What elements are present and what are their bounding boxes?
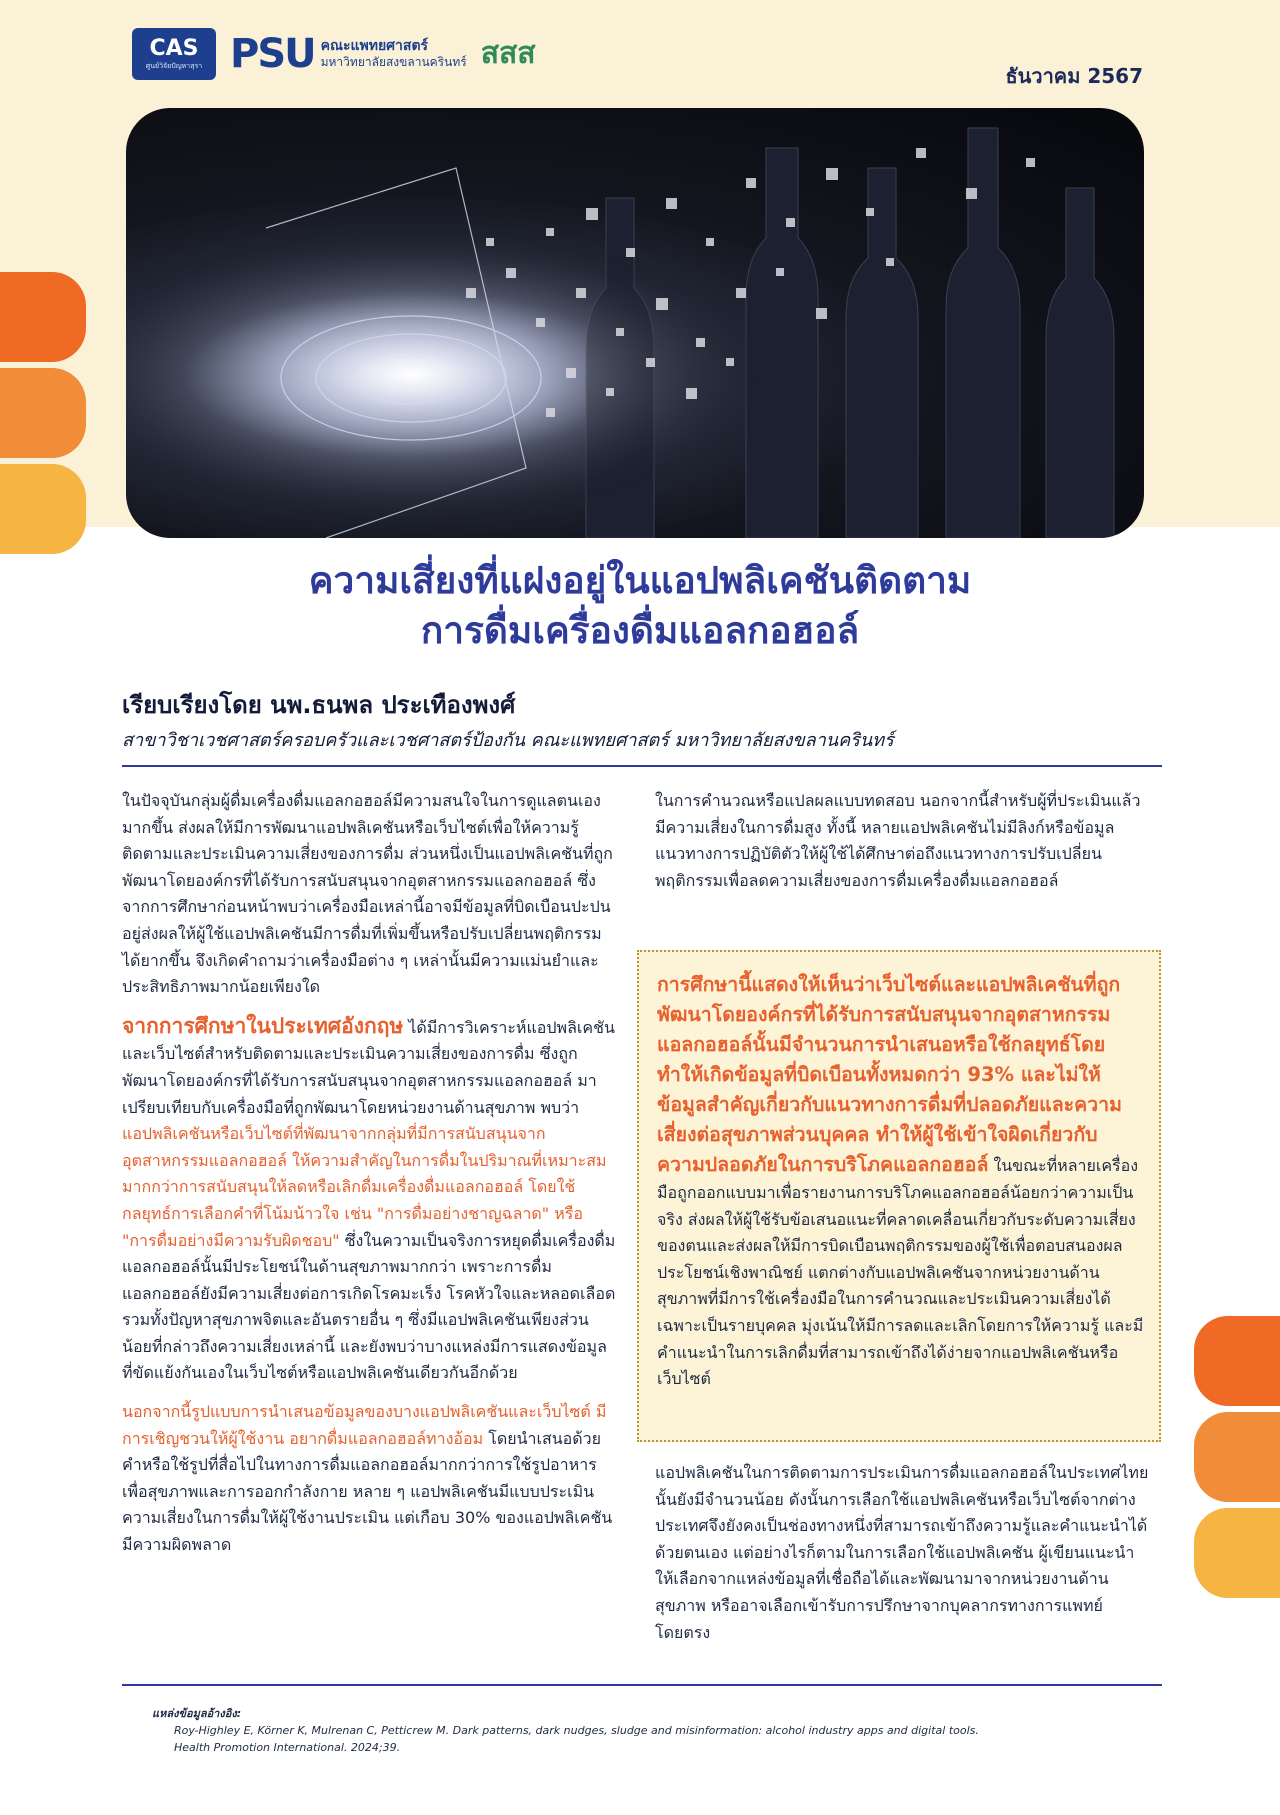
thaihealth-logo bbox=[480, 36, 536, 71]
highlight-box bbox=[637, 950, 1161, 1442]
left-paragraph-3b: โดยนำเสนอด้วยคำหรือใช้รูปที่สื่อไปในทางการดื่มแอลกอฮอล์มากกว่าการใช้รูปอาหารเพื่อสุขภาพและการออกกำลังกาย หลาย ๆ แอปพลิเคชันมีแบบประเมินความเสี่ยงในการดื่มให้ผู้ใช้งานประเมิน แต่เกือบ 30% ของแอปพลิเคชันมีความผิดพลาด bbox=[122, 1428, 613, 1555]
left-paragraph-3 bbox=[122, 1399, 616, 1559]
reference-line-2: Health Promotion International. 2024;39. bbox=[174, 1741, 401, 1754]
left-paragraph-2a: ได้มีการวิเคราะห์แอปพลิเคชันและเว็บไซต์สำหรับติดตามและประเมินความเสี่ยงของการดื่ม ซึ่งถูกพัฒนาโดยองค์กรที่ได้รับการสนับสนุนจากอุตสาหกรรมแอลกอฮอล์ มาเปรียบเทียบกับเครื่องมือที่ถูกพัฒนาโดยหน่วยงานด้านสุขภาพ พบว่า bbox=[122, 1017, 615, 1117]
hero-image bbox=[126, 108, 1144, 538]
study-lead: จากการศึกษาในประเทศอังกฤษ bbox=[122, 1013, 404, 1038]
affiliation: สาขาวิชาเวชศาสตร์ครอบครัวและเวชศาสตร์ป้องกัน คณะแพทยศาสตร์ มหาวิทยาลัยสงขลานครินทร์ bbox=[122, 730, 894, 751]
right-column-bottom bbox=[655, 1460, 1149, 1658]
highlight-box-text: ในขณะที่หลายเครื่องมือถูกออกแบบมาเพื่อรายงานการบริโภคแอลกอฮอล์น้อยกว่าความเป็นจริง ส่งผลให้ผู้ใช้รับข้อเสนอแนะที่คลาดเคลื่อนเกี่ยวกับระดับความเสี่ยงของตนและส่งผลให้มีการบิดเบือนพฤติกรรมของผู้ใช้เพื่อตอบสนองผลประโยชน์เชิงพาณิชย์ แตกต่างกับแอปพลิเคชันจากหน่วยงานด้านสุขภาพที่มีการใช้เครื่องมือในการคำนวณและประเมินความเสี่ยงได้เฉพาะเป็นรายบุคคล มุ่งเน้นให้มีการลดและเลิกโดยการให้ความรู้ และมีคำแนะนำในการเลิกดื่มที่สามารถเข้าถึงได้ง่ายจากแอปพลิเคชันหรือเว็บไซต์ bbox=[657, 1156, 1144, 1389]
thaihealth-logo-text: สสส bbox=[480, 36, 536, 71]
left-paragraph-3-highlight: นอกจากนี้รูปแบบการนำเสนอข้อมูลของบางแอปพลิเคชันและเว็บไซต์ มีการเชิญชวนให้ผู้ใช้งาน อยากดื่มแอลกอฮอล์ทางอ้อม bbox=[122, 1402, 607, 1448]
psu-university: มหาวิทยาลัยสงขลานครินทร์ bbox=[320, 55, 467, 70]
author: เรียบเรียงโดย นพ.ธนพล ประเทืองพงศ์ bbox=[122, 691, 516, 719]
psu-logo-mark: PSU bbox=[230, 31, 315, 77]
psu-logo-text bbox=[321, 38, 467, 71]
side-tab-yellow bbox=[0, 464, 86, 554]
title-line-1: ความเสี่ยงที่แฝงอยู่ในแอปพลิเคชันติดตาม bbox=[308, 559, 972, 602]
right-paragraph-2: แอปพลิเคชันในการติดตามการประเมินการดื่มแอลกอฮอล์ในประเทศไทยนั้นยังมีจำนวนน้อย ดังนั้นการเลือกใช้แอปพลิเคชันหรือเว็บไซต์จากต่างประเทศจึงยังคงเป็นช่องทางหนึ่งที่สามารถเข้าถึงความรู้และคำแนะนำได้ด้วยตนเอง แต่อย่างไรก็ตามในการเลือกใช้แอปพลิเคชัน ผู้เขียนแนะนำให้เลือกจากแหล่งข้อมูลที่เชื่อถือได้และพัฒนามาจากหน่วยงานด้านสุขภาพ หรืออาจเลือกเข้ารับการปรึกษาจากบุคลากรทางการแพทย์โดยตรง bbox=[655, 1463, 1149, 1642]
side-tab-orange bbox=[0, 272, 86, 362]
cas-logo-subtext: ศูนย์วิจัยปัญหาสุรา bbox=[145, 62, 203, 70]
references bbox=[152, 1705, 979, 1756]
header-divider bbox=[122, 765, 1162, 767]
logo-bar bbox=[132, 26, 536, 82]
left-paragraph-2c: ซึ่งในความเป็นจริงการหยุดดื่มเครื่องดื่มแอลกอฮอล์นั้นมีประโยชน์ในด้านสุขภาพมากกว่า เพราะการดื่มแอลกอฮอล์ยังมีความเสี่ยงต่อการเกิดโรคมะเร็ง โรคหัวใจและหลอดเลือด รวมทั้งปัญหาสุขภาพจิตและอันตรายอื่น ๆ ซึ่งมีแอปพลิเคชันเพียงส่วนน้อยที่กล่าวถึงความเสี่ยงเหล่านี้ และยังพบว่าบางแหล่งมีการแสดงข้อมูลที่ขัดแย้งกันเองในเว็บไซต์หรือแอปพลิเคชันเดียวกันอีกด้วย bbox=[122, 1230, 616, 1383]
left-paragraph-1: ในปัจจุบันกลุ่มผู้ดื่มเครื่องดื่มแอลกอฮอล์มีความสนใจในการดูแลตนเองมากขึ้น ส่งผลให้มีการพัฒนาแอปพลิเคชันหรือเว็บไซต์เพื่อให้ความรู้ ติดตามและประเมินความเสี่ยงของการดื่ม ส่วนหนึ่งเป็นแอปพลิเคชันที่ถูกพัฒนาโดยองค์กรที่ได้รับการสนับสนุนจากอุตสาหกรรมแอลกอฮอล์ ซึ่งจากการศึกษาก่อนหน้าพบว่าเครื่องมือเหล่านี้อาจมีข้อมูลที่บิดเบือนปะปนอยู่ส่งผลให้ผู้ใช้แอปพลิเคชันมีการดื่มที่เพิ่มขึ้นหรือปรับเปลี่ยนพฤติกรรมได้ยากขึ้น จึงเกิดคำถามว่าเครื่องมือต่าง ๆ เหล่านั้นมีความแม่นยำและประสิทธิภาพมากน้อยเพียงใด bbox=[122, 791, 613, 997]
references-heading: แหล่งข้อมูลอ้างอิง: bbox=[152, 1707, 242, 1720]
psu-faculty: คณะแพทยศาสตร์ bbox=[320, 37, 429, 54]
highlight-box-lead: การศึกษานี้แสดงให้เห็นว่าเว็บไซต์และแอปพลิเคชันที่ถูกพัฒนาโดยองค์กรที่ได้รับการสนับสนุนจากอุตสาหกรรมแอลกอฮอล์นั้นมีจำนวนการนำเสนอหรือใช้กลยุทธ์โดยทำให้เกิดข้อมูลที่บิดเบือนทั้งหมดกว่า 93% และไม่ให้ข้อมูลสำคัญเกี่ยวกับแนวทางการดื่มที่ปลอดภัยและความเสี่ยงต่อสุขภาพส่วนบุคคล ทำให้ผู้ใช้เข้าใจผิดเกี่ยวกับความปลอดภัยในการบริโภคแอลกอฮอล์ bbox=[657, 973, 1122, 1176]
left-paragraph-2 bbox=[122, 1013, 616, 1387]
left-column bbox=[122, 788, 616, 1571]
side-tab-right-yellow bbox=[1194, 1508, 1280, 1598]
reference-line-1: Roy-Highley E, Körner K, Mulrenan C, Petticrew M. Dark patterns, dark nudges, sludge and misinformation: alcohol industry apps and digital tools. bbox=[174, 1724, 979, 1737]
hero-illustration bbox=[126, 108, 1144, 538]
right-paragraph-1: ในการคำนวณหรือแปลผลแบบทดสอบ นอกจากนี้สำหรับผู้ที่ประเมินแล้วมีความเสี่ยงในการดื่มสูง ทั้งนี้ หลายแอปพลิเคชันไม่มีลิงก์หรือข้อมูลแนวทางการปฏิบัติตัวให้ผู้ใช้ได้ศึกษาต่อถึงแนวทางการปรับเปลี่ยนพฤติกรรมเพื่อลดความเสี่ยงของการดื่มเครื่องดื่มแอลกอฮอล์ bbox=[655, 791, 1141, 890]
cas-logo bbox=[132, 28, 216, 80]
side-tab-right-light-orange bbox=[1194, 1412, 1280, 1502]
psu-logo bbox=[230, 31, 467, 77]
issue-date: ธันวาคม 2567 bbox=[1005, 64, 1143, 88]
left-paragraph-2-highlight: แอปพลิเคชันหรือเว็บไซต์ที่พัฒนาจากกลุ่มที่มีการสนับสนุนจากอุตสาหกรรมแอลกอฮอล์ ให้ความสำคัญในการดื่มในปริมาณที่เหมาะสมมากกว่าการสนับสนุนให้ลดหรือเลิกดื่มเครื่องดื่มแอลกอฮอล์ โดยใช้กลยุทธ์การเลือกคำที่โน้มน้าวใจ เช่น "การดื่มอย่างชาญฉลาด" หรือ "การดื่มอย่างมีความรับผิดชอบ" bbox=[122, 1124, 607, 1250]
cas-logo-text: CAS bbox=[149, 36, 199, 61]
side-tab-right-orange bbox=[1194, 1316, 1280, 1406]
side-tab-light-orange bbox=[0, 368, 86, 458]
right-column-top bbox=[655, 788, 1149, 906]
title-line-2: การดื่มเครื่องดื่มแอลกอฮอล์ bbox=[420, 609, 860, 652]
footer-divider bbox=[122, 1684, 1162, 1686]
